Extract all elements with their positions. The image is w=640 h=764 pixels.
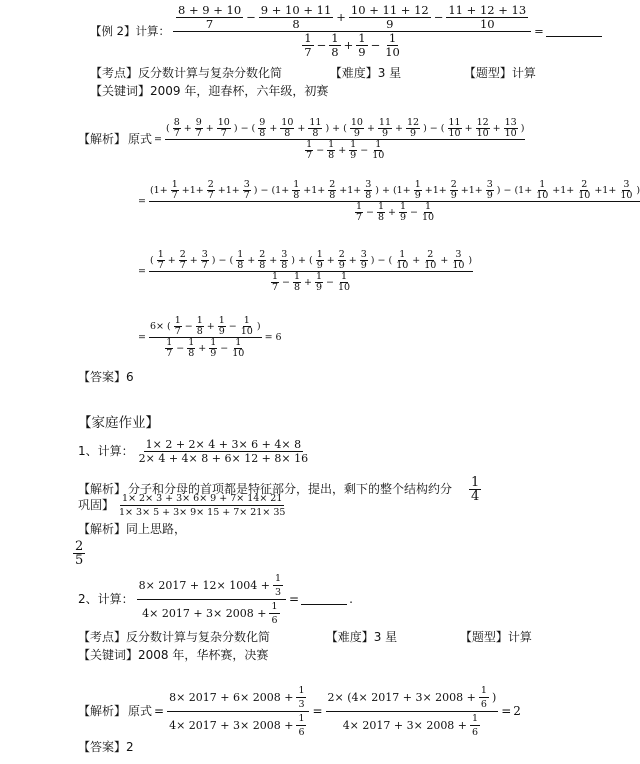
homework-consolidation: 巩固】 $\frac{1\times 2\times 3 + 3\times 6\times 9 + 7\times 14\times 21}{1\times 3\times 5 + 3\times 9\times 15 + 7\times 21\times 35}$ <box>78 493 286 518</box>
answer-blank <box>546 26 602 37</box>
big-fraction: $\frac{8 + 9 + 10}{7}$ − $\frac{9 + 10 + 11}{8}$ + $\frac{10 + 11 + 12}{9}$ − $\frac{11 + 12 + 13}{10}$ $\frac{1}{7}$ − $\frac{1}{8}$ + $\frac{1}{9}$ − $\frac{1}{10}$ <box>173 4 531 59</box>
homework-consolidation-answer: $\frac{2}{5}$ <box>75 539 84 568</box>
solution-step-3: = ( $\frac{1}{7}$ + $\frac{2}{7}$ + $\frac{3}{7}$ ) − ( $\frac{1}{8}$ + $\frac{2}{8}$ + $\frac{3}{8}$ ) + ( $\frac{1}{9}$ + $\frac{2}{9}$ + $\frac{3}{9}$ ) − ( $\frac{1}{10}$ + $\frac{2}{10}$ + $\frac{3}{10}$ ) $\frac{1}{7}$ − $\frac{1}{8}$ + $\frac{1}{9}$ − $\frac{1}{10}$ <box>138 249 473 293</box>
keyword-row-1: 【关键词】2009 年，迎春杯，六年级，初赛 <box>90 84 329 98</box>
meta-row-1: 【考点】反分数计算与复杂分数化简 【难度】3 星 【题型】计算 <box>90 66 536 80</box>
homework-q2-solution: 【解析】 原式 = 8× 2017 + 6× 2008 + $\frac{1}{3}$ 4× 2017 + 3× 2008 + $\frac{1}{6}$ = 2× (4× 2017 + 3× 2008 + $\frac{1}{6}$ ) 4× 2017 + 3× 2008 + $\frac{1}{6}$ = 2 <box>78 685 521 738</box>
answer-row-2: 【答案】2 <box>78 740 134 754</box>
solution-step-4: = 6× ( $\frac{1}{7}$ − $\frac{1}{8}$ + $\frac{1}{9}$ − $\frac{1}{10}$ ) $\frac{1}{7}$ − $\frac{1}{8}$ + $\frac{1}{9}$ − $\frac{1}{10}$ = 6 <box>138 315 282 359</box>
meta-row-2: 【考点】反分数计算与复杂分数化简 【难度】3 星 【题型】计算 <box>78 630 532 644</box>
solution-step-2: = (1+ $\frac{1}{7}$ +1+ $\frac{2}{7}$ +1+ $\frac{3}{7}$ ) − (1+ $\frac{1}{8}$ +1+ $\frac{2}{8}$ +1+ $\frac{3}{8}$ ) + (1+ $\frac{1}{9}$ +1+ $\frac{2}{9}$ +1+ $\frac{3}{9}$ ) − (1+ $\frac{1}{10}$ +1+ $\frac{2}{10}$ +1+ $\frac{3}{10}$ ) $\frac{1}{7}$ − $\frac{1}{8}$ + $\frac{1}{9}$ − $\frac{1}{10}$ <box>138 179 640 223</box>
homework-consolidation-solution: 【解析】同上思路， <box>78 522 187 536</box>
example-label: 【例 2】计算： <box>90 24 170 38</box>
answer-row-1: 【答案】6 <box>78 370 134 384</box>
example-2-problem: 【例 2】计算： $\frac{8 + 9 + 10}{7}$ − $\frac{9 + 10 + 11}{8}$ + $\frac{10 + 11 + 12}{9}$ − $\frac{11 + 12 + 13}{10}$ $\frac{1}{7}$ − $\frac{1}{8}$ + $\frac{1}{9}$ − $\frac{1}{10}$ = <box>90 4 602 59</box>
homework-q1: 1、计算： $\frac{1\times 2 + 2\times 4 + 3\times 6 + 4\times 8}{2\times 4 + 4\times 8 + 6\times 12 + 8\times 16}$ <box>78 438 309 465</box>
answer-blank <box>301 594 347 605</box>
solution-step-1: 【解析】 原式 = ( $\frac{8}{7}$ + $\frac{9}{7}$ + $\frac{10}{7}$ ) − ( $\frac{9}{8}$ + $\frac{10}{8}$ + $\frac{11}{8}$ ) + ( $\frac{10}{9}$ + $\frac{11}{9}$ + $\frac{12}{9}$ ) − ( $\frac{11}{10}$ + $\frac{12}{10}$ + $\frac{13}{10}$ ) $\frac{1}{7}$ − $\frac{1}{8}$ + $\frac{1}{9}$ − $\frac{1}{10}$ <box>78 117 525 161</box>
homework-title: 【家庭作业】 <box>78 415 159 431</box>
homework-q1-solution: 【解析】 分子和分母的首项都是特征部分，提出，剩下的整个结构约分 $\frac{1}{4}$ <box>78 475 480 504</box>
keyword-row-2: 【关键词】2008 年，华杯赛，决赛 <box>78 648 269 662</box>
homework-q2: 2、计算： 8× 2017 + 12× 1004 + $\frac{1}{3}$ 4× 2017 + 3× 2008 + $\frac{1}{6}$ = . <box>78 573 353 626</box>
